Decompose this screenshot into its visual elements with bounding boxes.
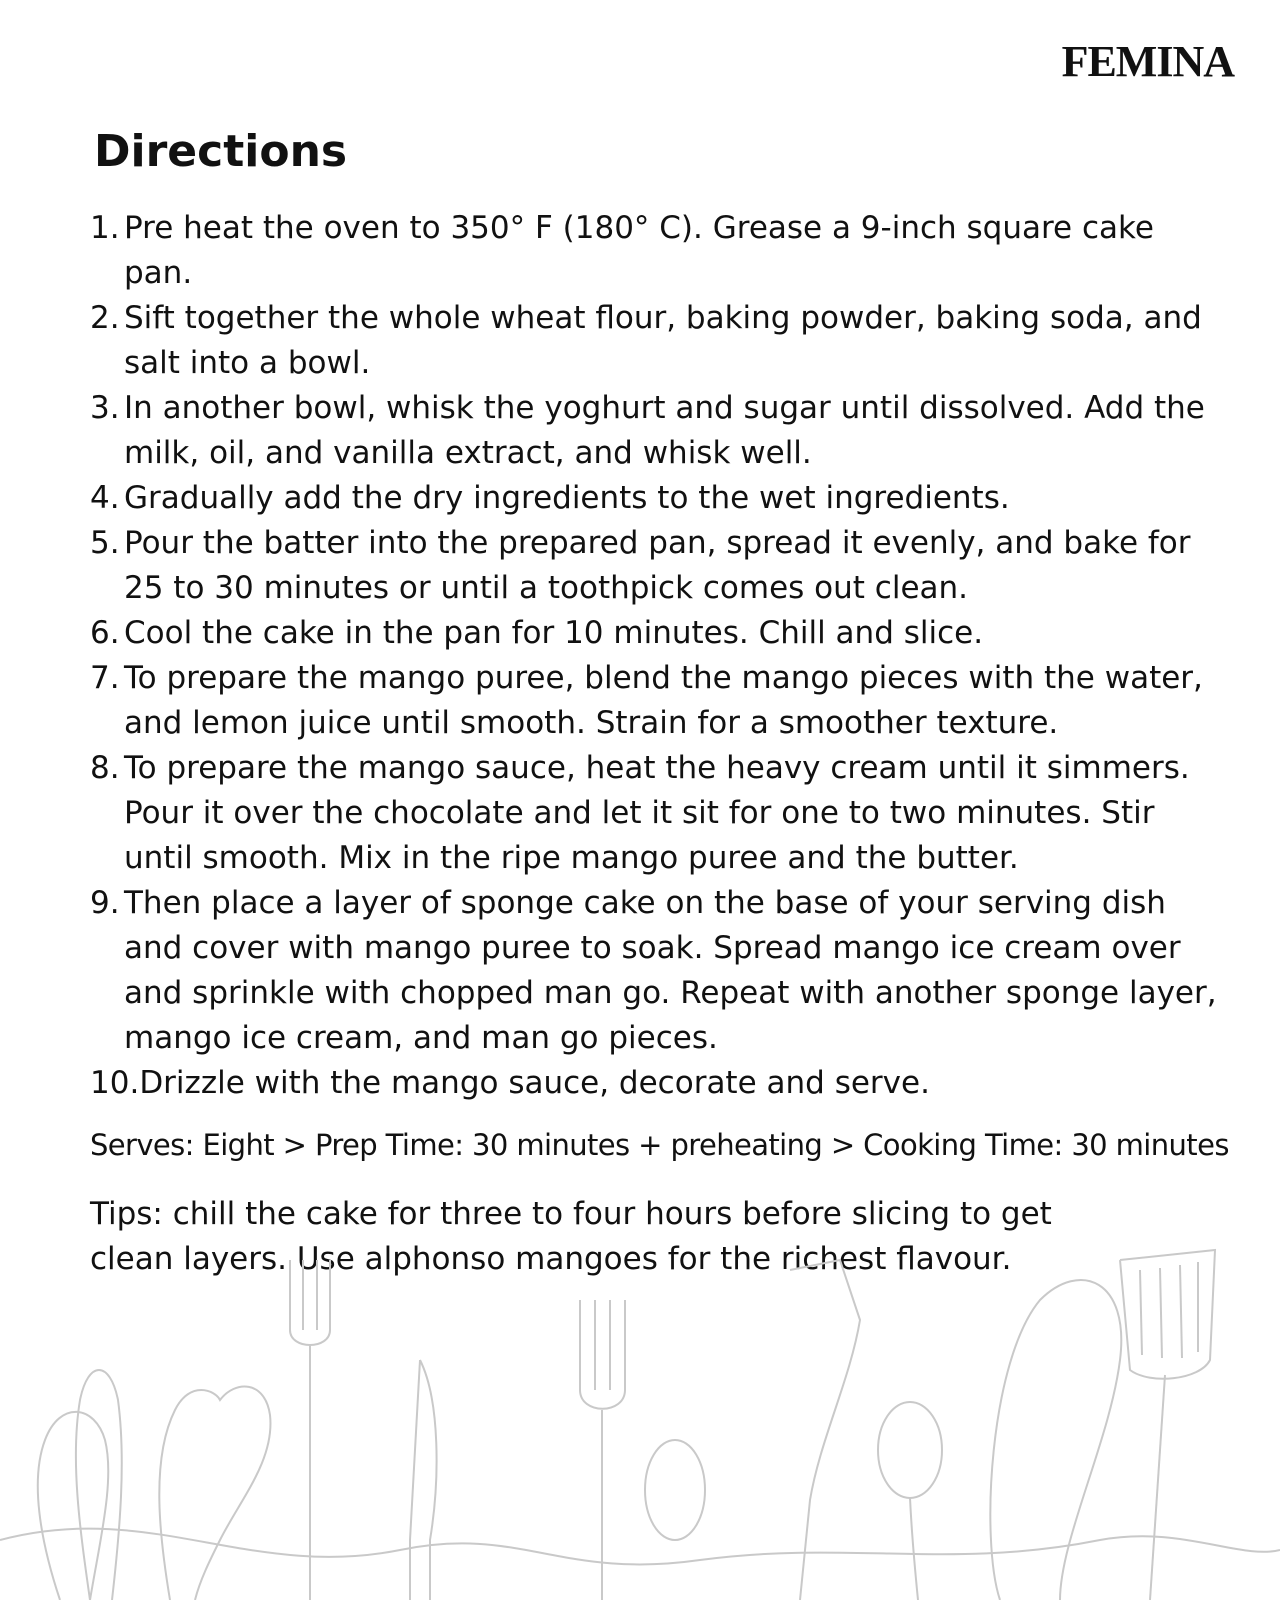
heart-spoon-icon	[159, 1386, 270, 1600]
step-text: Cool the cake in the pan for 10 minutes. Chill and slice.	[124, 615, 984, 651]
list-item	[90, 611, 1230, 656]
step-text: Pour the batter into the prepared pan, spread it evenly, and bake for 25 to 30 minutes or until a toothpick comes out clean.	[124, 525, 1191, 606]
step-text: Drizzle with the mango sauce, decorate and serve.	[139, 1065, 930, 1101]
fork-icon	[290, 1260, 330, 1600]
step-text: Pre heat the oven to 350° F (180° C). Grease a 9-inch square cake pan.	[124, 210, 1154, 291]
spoon-icon	[38, 1412, 109, 1600]
kitchen-utensils-illustration	[0, 1240, 1280, 1600]
step-number: 6.	[90, 615, 120, 651]
step-text: To prepare the mango sauce, heat the heavy cream until it simmers. Pour it over the chocolate and let it sit for one to two minutes. Stir until smooth. Mix in the ripe mango puree and the butter.	[124, 750, 1190, 876]
step-text: Gradually add the dry ingredients to the wet ingredients.	[124, 480, 1010, 516]
whisk-icon	[76, 1370, 122, 1600]
list-item	[90, 386, 1230, 476]
list-item	[90, 476, 1230, 521]
step-text: Sift together the whole wheat flour, baking powder, baking soda, and salt into a bowl.	[124, 300, 1202, 381]
page-title: Directions	[94, 126, 348, 177]
list-item	[90, 206, 1230, 296]
slotted-spatula-icon	[1120, 1250, 1215, 1379]
fork-icon	[580, 1300, 625, 1600]
list-item	[90, 521, 1230, 611]
step-text: Then place a layer of sponge cake on the base of your serving dish and cover with mango puree to soak. Spread mango ice cream over and sprinkle with chopped man go. Repeat with another sponge layer, mango ice cream, and man go pieces.	[124, 885, 1217, 1056]
step-number: 4.	[90, 480, 120, 516]
directions-list	[90, 206, 1230, 1106]
step-number: 7.	[90, 660, 120, 696]
recipe-meta: Serves: Eight > Prep Time: 30 minutes + preheating > Cooking Time: 30 minutes	[90, 1128, 1229, 1162]
recipe-tips: Tips: chill the cake for three to four hours before slicing to get clean layers. Use alphonso mangoes for the richest flavour.	[90, 1196, 1052, 1277]
step-number: 8.	[90, 750, 120, 786]
step-text: To prepare the mango puree, blend the mango pieces with the water, and lemon juice until smooth. Strain for a smoother texture.	[124, 660, 1203, 741]
list-item	[90, 746, 1230, 881]
step-text: In another bowl, whisk the yoghurt and sugar until dissolved. Add the milk, oil, and vanilla extract, and whisk well.	[124, 390, 1205, 471]
step-number: 1.	[90, 210, 120, 246]
list-item	[90, 296, 1230, 386]
brand-logo: FEMINA	[1061, 37, 1234, 86]
list-item	[90, 656, 1230, 746]
list-item	[90, 1061, 1230, 1106]
knife-icon	[410, 1360, 437, 1600]
list-item	[90, 881, 1230, 1061]
step-number: 5.	[90, 525, 120, 561]
step-number: 3.	[90, 390, 120, 426]
spatula-icon	[790, 1260, 860, 1600]
step-number: 10.	[90, 1065, 140, 1101]
step-number: 2.	[90, 300, 120, 336]
spoon-bowl-icon	[878, 1402, 942, 1498]
spoon-bowl-icon	[645, 1440, 705, 1540]
step-number: 9.	[90, 885, 120, 921]
